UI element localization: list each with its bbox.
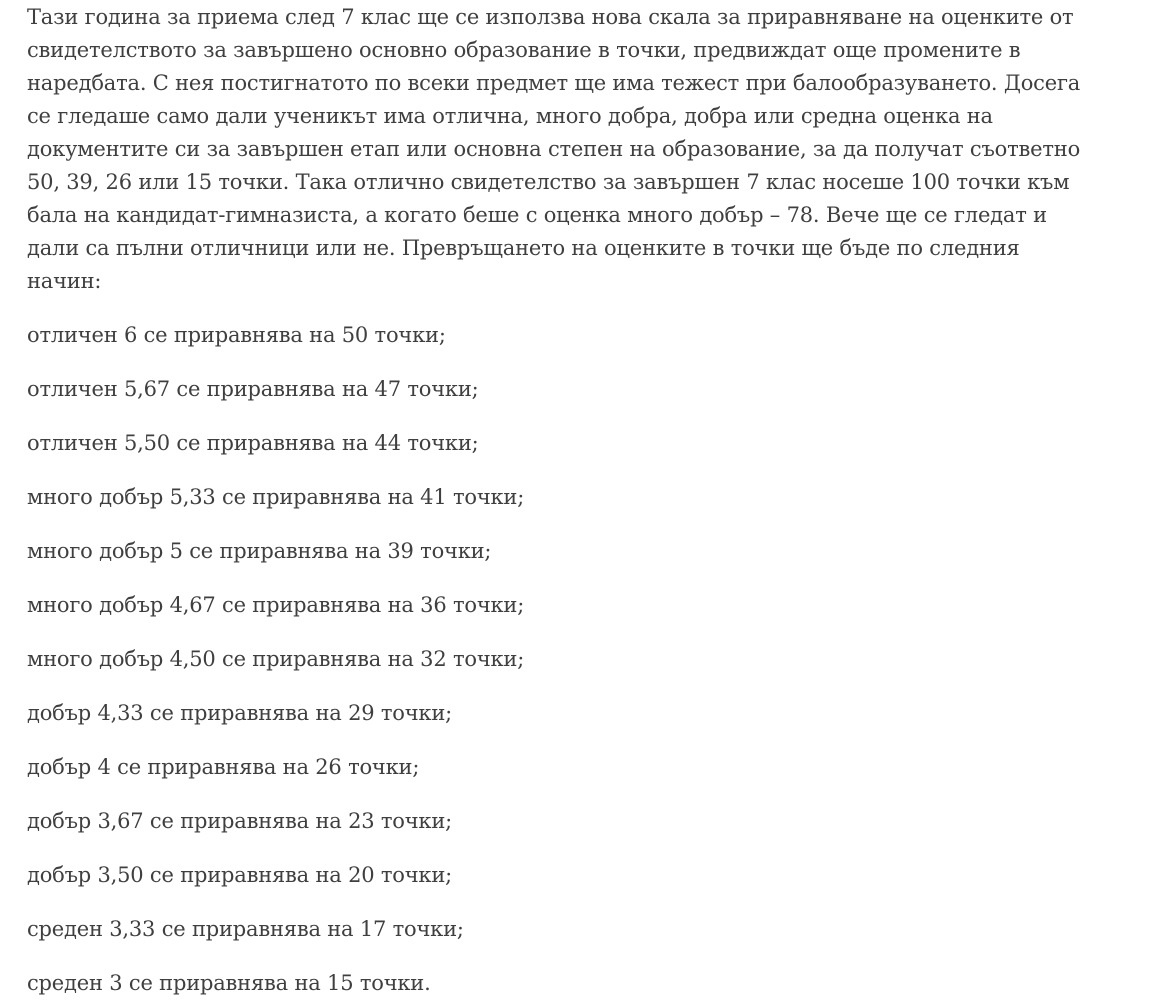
scale-item: отличен 6 се приравнява на 50 точки;	[27, 323, 446, 347]
scale-item: среден 3,33 се приравнява на 17 точки;	[27, 917, 464, 941]
scale-item: добър 4 се приравнява на 26 точки;	[27, 755, 420, 779]
intro-line: се гледаше само дали ученикът има отлична, много добра, добра или средна оценка на	[27, 104, 993, 128]
scale-item: добър 3,67 се приравнява на 23 точки;	[27, 809, 453, 833]
scale-item: добър 4,33 се приравнява на 29 точки;	[27, 701, 453, 725]
intro-paragraph	[27, 1, 1140, 298]
scale-item: добър 3,50 се приравнява на 20 точки;	[27, 863, 453, 887]
scale-item: много добър 4,50 се приравнява на 32 точки;	[27, 647, 525, 671]
intro-line: бала на кандидат-гимназиста, а когато беше с оценка много добър – 78. Вече ще се гледат и	[27, 203, 1047, 227]
intro-line: 50, 39, 26 или 15 точки. Така отлично свидетелство за завършен 7 клас носеше 100 точки към	[27, 170, 1070, 194]
scale-item: много добър 5 се приравнява на 39 точки;	[27, 539, 492, 563]
scale-item: отличен 5,50 се приравнява на 44 точки;	[27, 431, 479, 455]
scale-item: отличен 5,67 се приравнява на 47 точки;	[27, 377, 479, 401]
scale-item: много добър 4,67 се приравнява на 36 точки;	[27, 593, 525, 617]
scale-item: много добър 5,33 се приравнява на 41 точки;	[27, 485, 525, 509]
scale-item: среден 3 се приравнява на 15 точки.	[27, 971, 431, 995]
intro-line: наредбата. С нея постигнатото по всеки предмет ще има тежест при балообразуването. Досега	[27, 71, 1081, 95]
intro-line: дали са пълни отличници или не. Превръщането на оценките в точки ще бъде по следния	[27, 236, 1020, 260]
intro-line: документите си за завършен етап или основна степен на образование, за да получат съответно	[27, 137, 1081, 161]
intro-line: начин:	[27, 269, 102, 293]
intro-line: свидетелството за завършено основно образование в точки, предвиждат още промените в	[27, 38, 1021, 62]
intro-line: Тази година за приема след 7 клас ще се използва нова скала за приравняване на оценките от	[27, 5, 1074, 29]
